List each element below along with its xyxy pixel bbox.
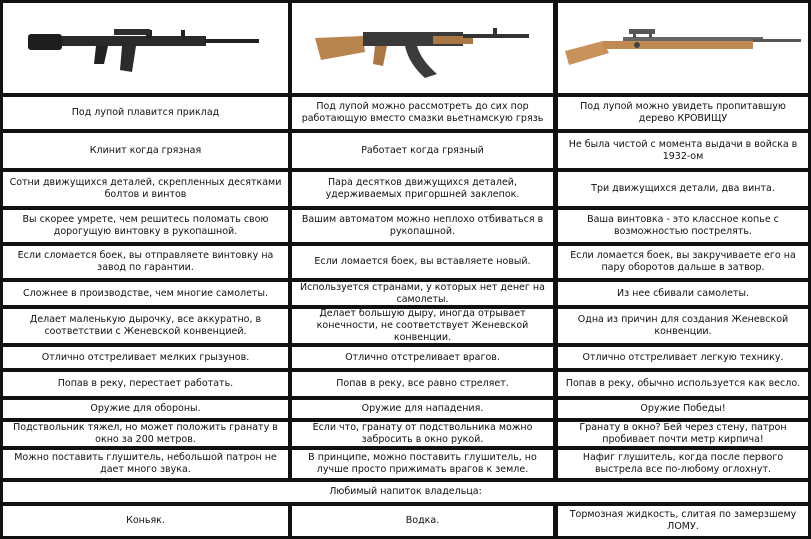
cell-text: Ваша винтовка - это классное копье с возможностью пострелять. [587, 214, 779, 237]
cell-text: Не была чистой с момента выдачи в войска в 1932-ом [568, 138, 798, 162]
cell-text: Если сломается боек, вы отправляете винтовку на завод по гарантии. [17, 250, 274, 273]
cell-text: Из нее сбивали самолеты. [616, 287, 750, 299]
drink-header-row [3, 482, 808, 502]
table-cell [292, 347, 553, 368]
table-cell [558, 210, 808, 242]
table-cell [558, 347, 808, 368]
table-cell [3, 422, 288, 446]
table-cell [558, 372, 808, 396]
cell-text: Одна из причин для создания Женевской конвенции. [577, 314, 789, 337]
table-cell [3, 246, 288, 278]
table-cell [292, 172, 553, 206]
cell-text: Используется странами, у которых нет денег на самолеты. [300, 282, 545, 305]
cell-text: Попав в реку, обычно используется как весло. [565, 378, 801, 389]
table-cell [558, 400, 808, 418]
table-cell [3, 97, 288, 129]
cell-text: Сложнее в производстве, чем многие самолеты. [23, 287, 268, 299]
drink-cell [3, 506, 288, 536]
m16-rifle-icon [26, 18, 266, 78]
weapon-header-3 [558, 3, 808, 93]
drink-text: Коньяк. [126, 515, 165, 526]
cell-text: Под лупой можно увидеть пропитавшую дерево КРОВИЩУ [580, 101, 786, 124]
table-cell [292, 97, 553, 129]
table-cell [3, 282, 288, 305]
cell-text: Отлично отстреливает врагов. [345, 351, 500, 363]
weapon-header-1 [3, 3, 288, 93]
table-cell [3, 450, 288, 478]
table-cell [3, 347, 288, 368]
cell-text: Отлично отстреливает мелких грызунов. [41, 351, 250, 363]
cell-text: Если ломается боек, вы закручиваете его на пару оборотов дальше в затвор. [570, 250, 796, 273]
cell-text: Попав в реку, все равно стреляет. [336, 378, 509, 389]
cell-text: Пара десятков движущихся деталей, удерживаемых пригоршней заклепок. [325, 177, 520, 200]
cell-text: Делает маленькую дырочку, все аккуратно, в соответствии с Женевской конвенцией. [29, 314, 262, 337]
table-cell [292, 422, 553, 446]
cell-text: В принципе, можно поставить глушитель, но лучше просто прижимать врагов к земле. [308, 452, 537, 475]
table-cell [3, 210, 288, 242]
table-cell [292, 450, 553, 478]
table-cell [558, 422, 808, 446]
cell-text: Оружие Победы! [640, 403, 726, 414]
cell-text: Попав в реку, перестает работать. [57, 378, 234, 389]
cell-text: Отлично отстреливает легкую технику. [582, 351, 784, 363]
cell-text: Под лупой плавится приклад [71, 107, 220, 118]
table-cell [558, 172, 808, 206]
cell-text: Вашим автоматом можно неплохо отбиваться в рукопашной. [301, 214, 544, 237]
table-cell [292, 282, 553, 305]
table-cell [558, 309, 808, 343]
table-cell [292, 400, 553, 418]
table-cell [558, 97, 808, 129]
drink-text: Водка. [405, 515, 440, 526]
cell-text: Можно поставить глушитель, небольшой патрон не дает много звука. [14, 452, 277, 475]
table-cell [292, 309, 553, 343]
table-cell [3, 372, 288, 396]
table-cell [558, 282, 808, 305]
ak47-rifle-icon [313, 16, 533, 80]
table-cell [558, 450, 808, 478]
cell-text: Делает большую дыру, иногда отрывает конечности, не соответствует Женевской конвенции. [316, 309, 529, 343]
drink-text: Тормозная жидкость, слитая по замерзшему ЛОМУ. [569, 509, 797, 532]
drink-cell [558, 506, 808, 536]
cell-text: Если что, гранату от подствольника можно забросить в окно рукой. [312, 422, 533, 445]
cell-text: Под лупой можно рассмотреть до сих пор работающую вместо смазки вьетнамскую грязь [301, 101, 544, 124]
cell-text: Нафиг глушитель, когда после первого выстрела все по-любому оглохнут. [582, 452, 784, 475]
table-cell [3, 172, 288, 206]
table-cell [3, 133, 288, 168]
mosin-rifle-icon [563, 23, 803, 73]
cell-text: Если ломается боек, вы вставляете новый. [314, 256, 531, 267]
weapon-header-2 [292, 3, 553, 93]
table-cell [292, 133, 553, 168]
cell-text: Гранату в окно? Бей через стену, патрон пробивает почти метр кирпича! [579, 422, 787, 445]
cell-text: Вы скорее умрете, чем решитесь поломать свою дорогущую винтовку в рукопашной. [22, 214, 269, 237]
cell-text: Оружие для нападения. [361, 403, 484, 414]
cell-text: Подствольник тяжел, но может положить гранату в окно за 200 метров. [13, 422, 278, 445]
cell-text: Работает когда грязный [361, 144, 484, 156]
drink-cell [292, 506, 553, 536]
table-cell [292, 210, 553, 242]
table-cell [558, 246, 808, 278]
cell-text: Три движущихся детали, два винта. [591, 183, 775, 194]
cell-text: Оружие для обороны. [90, 403, 201, 414]
cell-text: Клинит когда грязная [89, 144, 202, 156]
table-cell [3, 400, 288, 418]
drink-header-text: Любимый напиток владельца: [329, 486, 482, 497]
cell-text: Сотни движущихся деталей, скрепленных десятками болтов и винтов [9, 177, 282, 200]
table-cell [3, 309, 288, 343]
table-cell [292, 372, 553, 396]
table-cell [292, 246, 553, 278]
table-cell [558, 133, 808, 168]
